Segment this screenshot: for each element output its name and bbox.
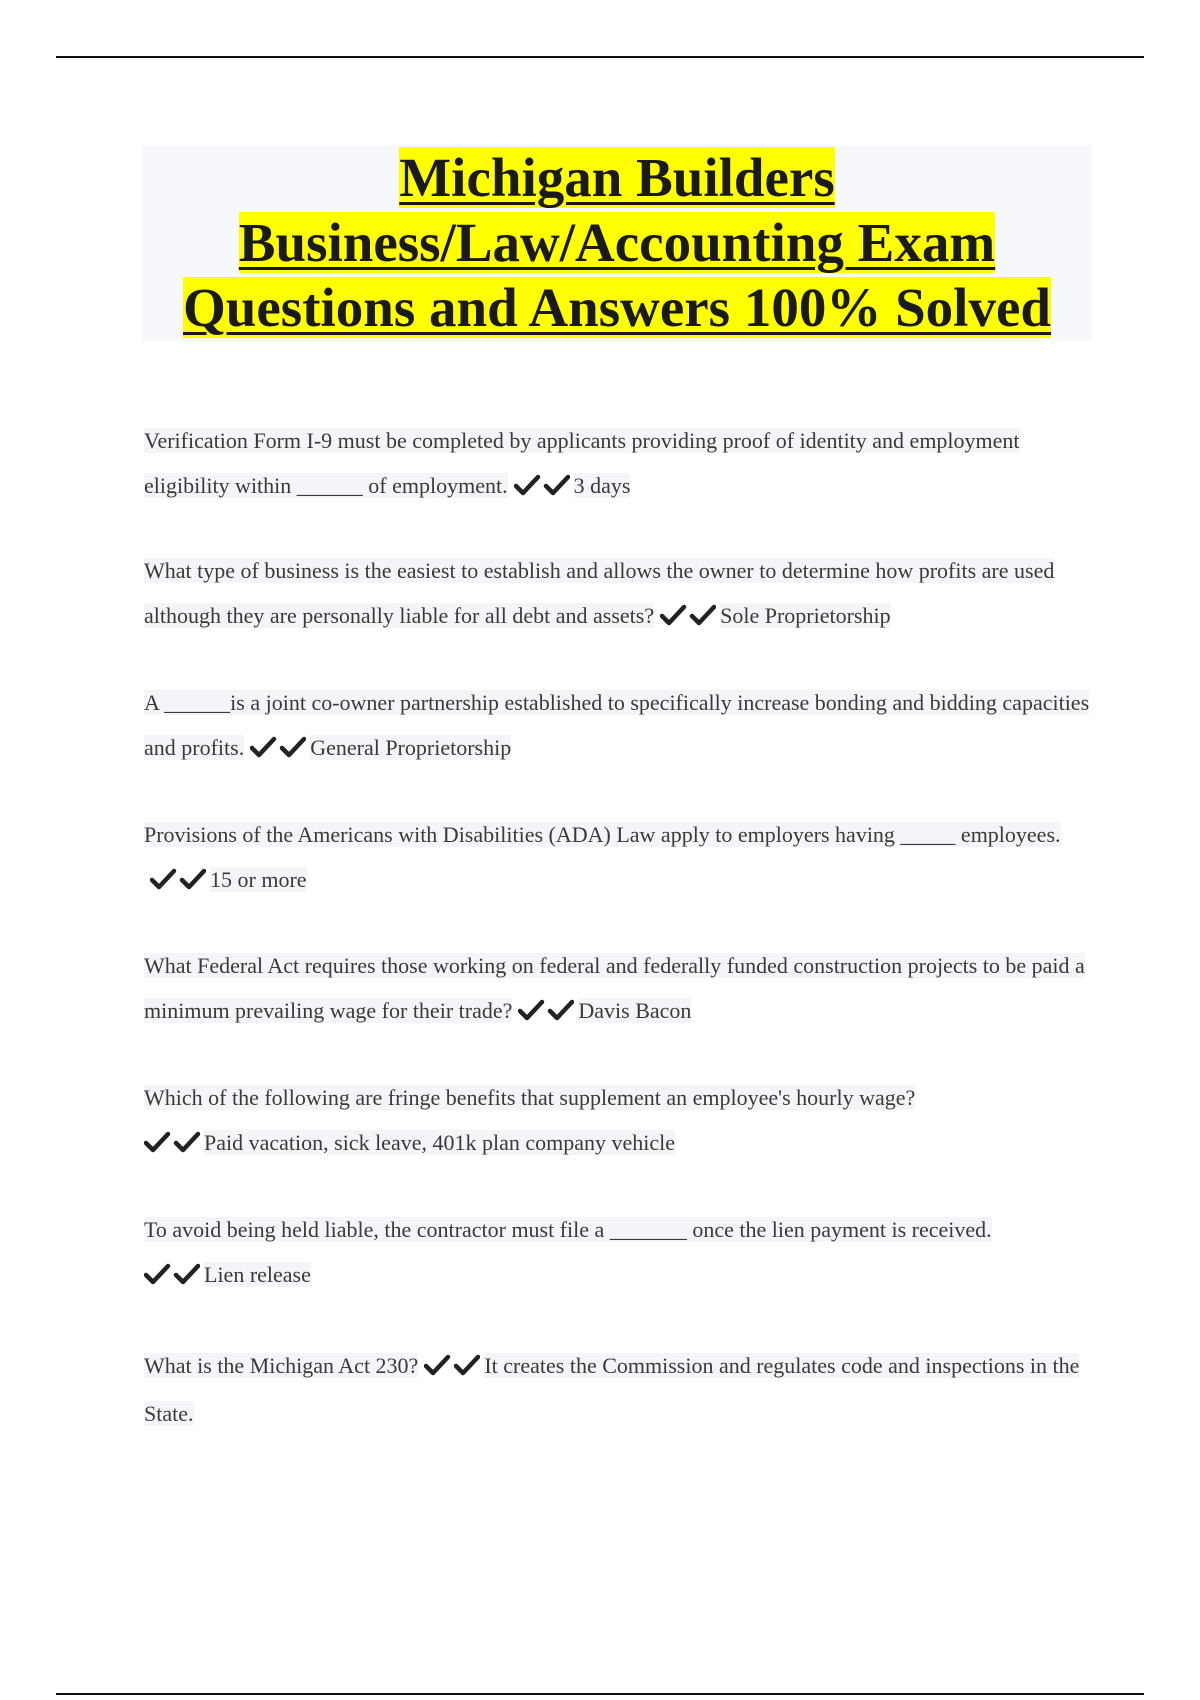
question-text: A ______is a joint co-owner partnership established to specifically increase bonding and bidding capacities and profits. xyxy=(144,690,1090,760)
qa-item-3 xyxy=(144,680,1094,773)
document-title xyxy=(142,145,1092,340)
question-text: What type of business is the easiest to establish and allows the owner to determine how profits are used although they are personally liable for all debt and assets? xyxy=(144,558,1055,628)
double-check-icon xyxy=(660,596,716,641)
answer-text: Lien release xyxy=(204,1262,311,1287)
qa-item-8 xyxy=(144,1343,1094,1436)
title-line-3: Questions and Answers 100% Solved xyxy=(183,277,1051,338)
question-text: What Federal Act requires those working on federal and federally funded construction projects to be paid a minimum prevailing wage for their trade? xyxy=(144,953,1085,1023)
double-check-icon xyxy=(144,1255,200,1300)
answer-text: It creates the Commission and regulates code and inspections in the State. xyxy=(144,1353,1080,1426)
question-text: What is the Michigan Act 230? xyxy=(144,1353,419,1378)
qa-item-4 xyxy=(144,812,1094,905)
qa-item-6 xyxy=(144,1075,1094,1168)
question-text: Verification Form I-9 must be completed by applicants providing proof of identity and employment eligibility within ______ of employment. xyxy=(144,428,1020,498)
double-check-icon xyxy=(250,728,306,773)
qa-item-5 xyxy=(144,943,1094,1036)
double-check-icon xyxy=(514,466,570,511)
qa-item-1 xyxy=(144,418,1094,511)
answer-text: Sole Proprietorship xyxy=(720,603,891,628)
title-line-1: Michigan Builders xyxy=(399,147,835,208)
question-text: To avoid being held liable, the contractor must file a _______ once the lien payment is received. xyxy=(144,1217,992,1242)
qa-item-2 xyxy=(144,548,1094,641)
bottom-rule xyxy=(56,1693,1144,1695)
title-line-2: Business/Law/Accounting Exam xyxy=(238,212,996,273)
double-check-icon xyxy=(424,1346,480,1391)
question-text: Which of the following are fringe benefits that supplement an employee's hourly wage? xyxy=(144,1085,916,1110)
answer-text: Davis Bacon xyxy=(578,998,692,1023)
answer-text: 3 days xyxy=(573,473,631,498)
answer-text: Paid vacation, sick leave, 401k plan company vehicle xyxy=(204,1130,676,1155)
qa-item-7 xyxy=(144,1207,1094,1300)
double-check-icon xyxy=(150,860,206,905)
top-rule xyxy=(56,56,1144,58)
answer-text: General Proprietorship xyxy=(310,735,512,760)
double-check-icon xyxy=(144,1123,200,1168)
question-text: Provisions of the Americans with Disabilities (ADA) Law apply to employers having _____ employees. xyxy=(144,822,1061,847)
double-check-icon xyxy=(518,991,574,1036)
answer-text: 15 or more xyxy=(210,867,307,892)
